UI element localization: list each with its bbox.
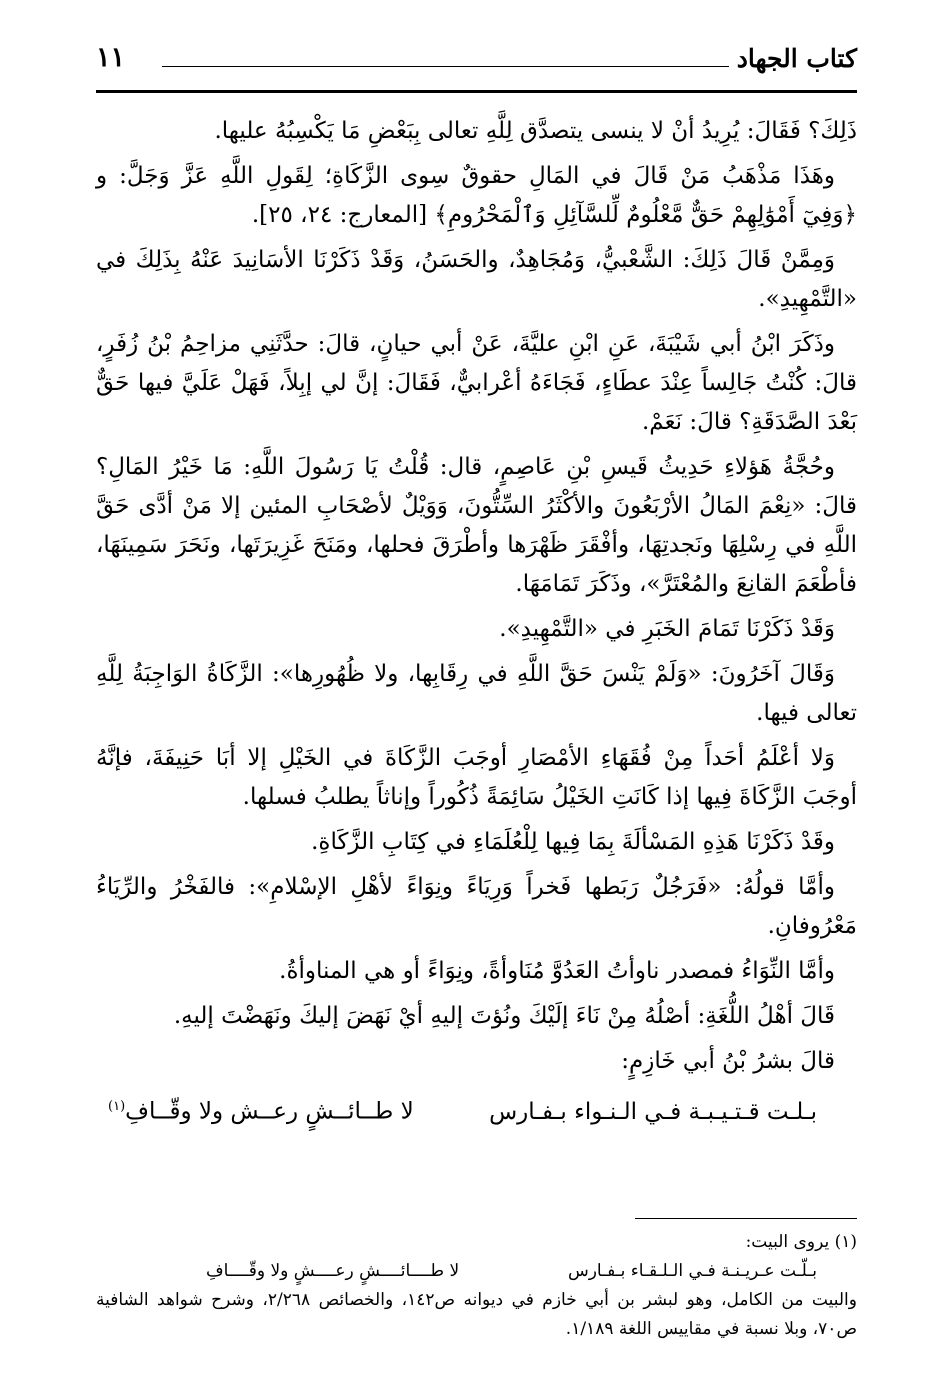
paragraph: وَقَالَ آخَرُونَ: «وَلَمْ يَنْسَ حَقَّ اللَّهِ في رِقَابِها، ولا ظُهُورِها»: الزَّكَاةُ الوَاجِبَةُ لِلَّهِ تعالى فيها.: [96, 661, 857, 726]
paragraph: قالَ بشرُ بْنُ أبي خَازِمٍ:: [621, 1048, 835, 1074]
footnote-text: والبيت من الكامل، وهو لبشر بن أبي خازم في ديوانه ص١٤٢، والخصائص ٢/٢٦٨، وشرح شواهد الشافية ص٧٠، وبلا نسبة في مقاييس اللغة ١/١٨٩.: [96, 1290, 857, 1339]
verse-second-hemistich: لا طــائــشٍ رعــش ولا وقّــافِ$^{(١)}$: [108, 1098, 414, 1125]
footnote-rule: [635, 1218, 857, 1219]
footnote-verse-second-hemistich: لا طــــائــــشٍ رعــــشٍ ولا وقّــــافِ: [206, 1261, 460, 1281]
verse-first-hemistich: بـلـت قـتـيـبـة فـي الـنـواء بـفـارس: [489, 1098, 817, 1125]
footnote-verse: [96, 1257, 857, 1286]
paragraph: وحُجَّةُ هَؤلاءِ حَدِيثُ قَيسِ بْنِ عَاصِمٍ، قال: قُلْتُ يَا رَسُولَ اللَّهِ: مَا خَيْرُ المَالِ؟ قالَ: «نِعْمَ المَالُ الأرْبَعُونَ والأكْثَرُ السِّتُّونَ، وَوَيْلٌ لأصْحَابِ المئين إلا مَنْ أدَّى حَقَّ اللَّهِ في رِسْلِهَا ونَجدتِهَا، وأفْقَرَ ظَهْرَها وأطْرَقَ فحلها، ومَنَحَ غَزِيرَتَها، ونَحَرَ سَمِينَهَا، فأطْعَمَ القانِعَ والمُعْتَرَّ»، وذَكَرَ تَمَامَهَا.: [96, 454, 857, 597]
paragraph: ذَلِكَ؟ فَقَالَ: يُرِيدُ أنْ لا ينسى يتصدَّق لِلَّهِ تعالى بِبَعْضِ مَا يَكْسِبُهُ عليها.: [214, 118, 857, 144]
paragraph: وهَذَا مَذْهَبُ مَنْ قَالَ في المَالِ حقوقٌ سِوى الزَّكَاةِ؛ لِقَولِ اللَّهِ عَزَّ وَجَلَّ: و ﴿وَفِيٓ أَمْوَٰلِهِمْ حَقٌّ مَّعْلُومٌ لِّلسَّآئِلِ وَٱلْمَحْرُومِ﴾ [المعارج: ٢٤، ٢٥].: [96, 163, 857, 228]
paragraph: وأمَّا قولُهُ: «فَرَجُلٌ رَبَطها فَخراً وَرِيَاءً ونِوَاءً لأهْلِ الإسْلامِ»: فالفَخْرُ والرِّيَاءُ مَعْرُوفانِ.: [96, 874, 857, 939]
paragraph: وذَكَرَ ابْنُ أبي شَيْبَةَ، عَنِ ابْنِ عليَّةَ، عَنْ أبي حيانٍ، قالَ: حدَّثَنِي مزاحِمُ بْنُ زُفَرٍ، قالَ: كُنْتُ جَالِساً عِنْدَ عطَاءٍ، فَجَاءَهُ أعْرابيٌّ، فَقَالَ: إنَّ لي إبِلاً، فَهَلْ عَلَيَّ فيها حَقٌّ بَعْدَ الصَّدَقَةِ؟ قالَ: نَعَمْ.: [96, 331, 857, 435]
main-text: [96, 112, 857, 1132]
book-title: كتاب الجهاد: [736, 44, 857, 73]
page-number: ١١: [96, 42, 126, 73]
footnotes: [96, 1228, 857, 1344]
paragraph: وقَدْ ذَكَرْنَا هَذِهِ المَسْألَةَ بِمَا فِيها لِلْعُلَمَاءِ في كِتَابِ الزَّكَاةِ.: [311, 829, 835, 855]
running-header: [96, 30, 857, 93]
paragraph: وَقَدْ ذَكَرْنَا تَمَامَ الخَبَرِ في «التَّمْهِيدِ».: [499, 616, 835, 642]
footnote-verse-first-hemistich: بـلّـت عـريـنـة فـي الـلـقـاء بـفـارس: [567, 1261, 817, 1281]
paragraph: وَمِمَّنْ قَالَ ذَلِكَ: الشَّعْبيُّ، وَمُجَاهِدٌ، والحَسَنُ، وَقَدْ ذَكَرْنَا الأسَانِيدَ عَنْهُ بِذَلِكَ في «التَّمْهِيدِ».: [96, 247, 857, 312]
footnote-marker: (١): [108, 1099, 126, 1114]
paragraph: وأمَّا النِّوَاءُ فمصدر ناوأتُ العَدُوَّ مُنَاوأةً، ونِوَاءً أو هي المناوأةُ.: [279, 958, 835, 984]
paragraph: قَالَ أهْلُ اللُّغَةِ: أصْلُهُ مِنْ نَاءَ إلَيْكَ ونُؤتَ إليهِ أيْ نَهَضَ إليكَ ونَهَضْتَ إليهِ.: [173, 1003, 835, 1029]
paragraph: وَلا أعْلَمُ أحَداً مِنْ فُقَهَاءِ الأمْصَارِ أوجَبَ الزَّكَاةَ في الخَيْلِ إلا أبَا حَنِيفَةَ، فإنَّهُ أوجَبَ الزَّكَاةَ فِيها إذا كَانَتِ الخَيْلُ سَائِمَةً ذُكُوراً وإناثاً يطلبُ فسلها.: [96, 745, 857, 810]
poem-verse: [96, 1087, 857, 1132]
header-rule: [162, 66, 729, 67]
footnote-intro: (١) يروى البيت:: [745, 1232, 857, 1252]
